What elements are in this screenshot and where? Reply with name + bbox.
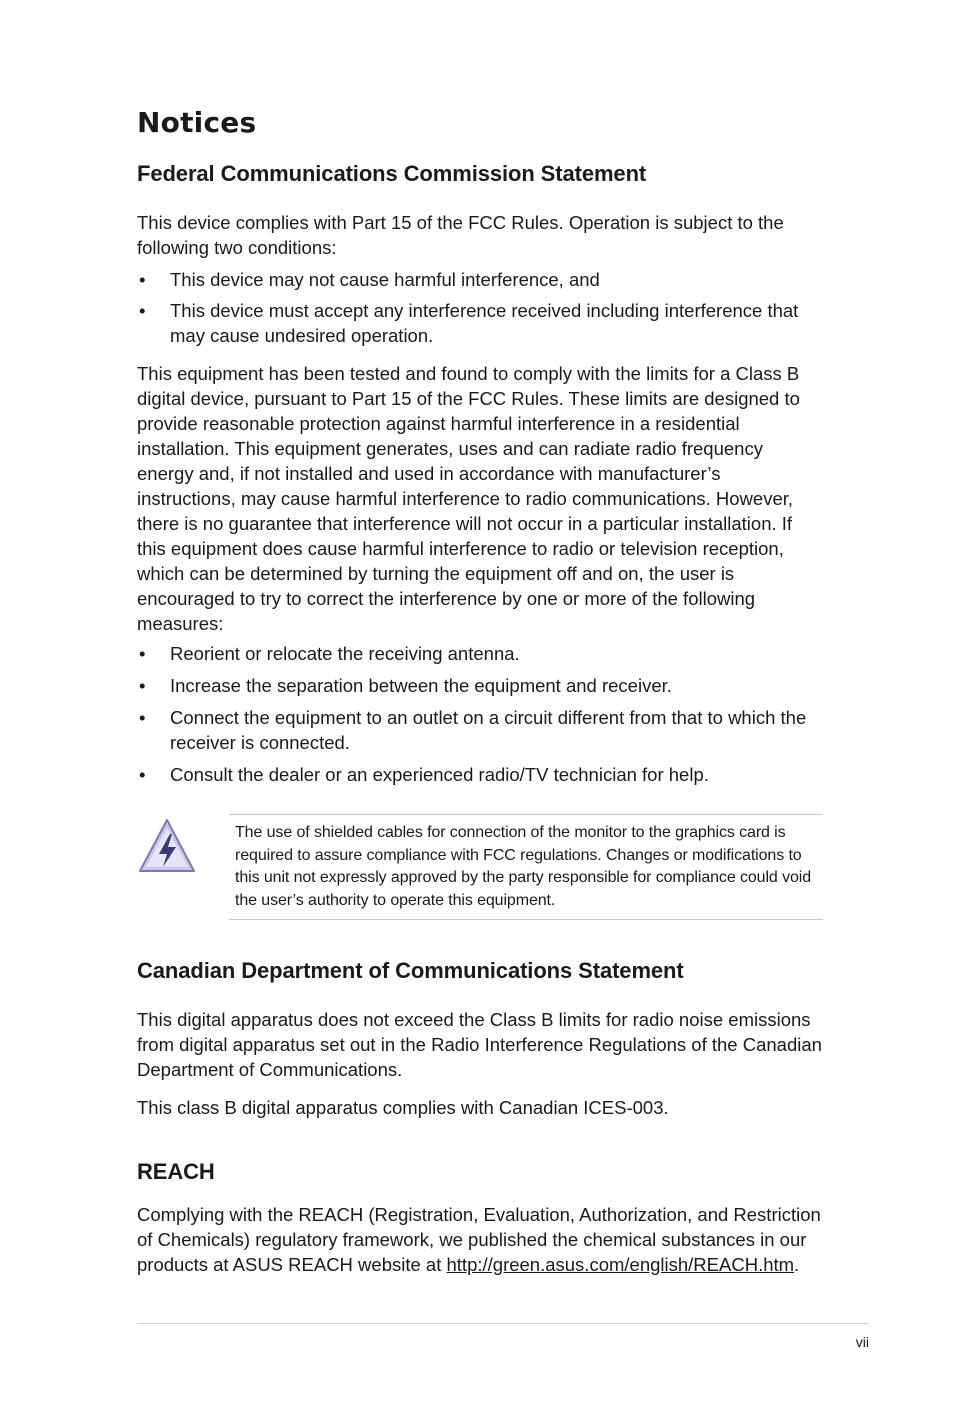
- page-title: Notices: [137, 106, 257, 139]
- canada-paragraph-2: This class B digital apparatus complies with Canadian ICES-003.: [137, 1097, 669, 1118]
- list-item: • Consult the dealer or an experienced radio/TV technician for help.: [137, 762, 827, 787]
- canada-paragraph-1: This digital apparatus does not exceed the Class B limits for radio noise emissions from digital apparatus set out in the Radio Interference Regulations of the Canadian Department of Communications.: [137, 1009, 822, 1080]
- reach-end: .: [794, 1254, 800, 1275]
- reach-text: Complying with the REACH (Registration, Evaluation, Authorization, and Restriction of Chemicals) regulatory framework, we published the chemical substances in our products at ASUS REACH website at: [137, 1204, 821, 1275]
- list-item: • Reorient or relocate the receiving antenna.: [137, 641, 827, 666]
- fcc-note-text: The use of shielded cables for connection of the monitor to the graphics card is required to assure compliance with FCC regulations. Changes or modifications to this unit not expressly approved by the party responsible for compliance could void the user’s authority to operate this equipment.: [235, 824, 812, 909]
- canada-heading: Canadian Department of Communications Statement: [137, 958, 684, 983]
- fcc-intro: This device complies with Part 15 of the FCC Rules. Operation is subject to the following two conditions:: [137, 212, 784, 258]
- list-item: • Connect the equipment to an outlet on a circuit different from that to which the receiver is connected.: [137, 705, 827, 755]
- page-number: vii: [855, 1334, 869, 1350]
- reach-link[interactable]: http://green.asus.com/english/REACH.htm: [446, 1254, 795, 1275]
- reach-paragraph: [137, 1202, 827, 1277]
- reach-heading: REACH: [137, 1159, 215, 1184]
- warning-icon: [137, 817, 197, 877]
- list-item: • This device must accept any interference received including interference that may cause undesired operation.: [137, 298, 827, 348]
- footer-divider: [137, 1323, 869, 1324]
- list-item: • Increase the separation between the equipment and receiver.: [137, 673, 827, 698]
- fcc-note: [229, 814, 823, 920]
- fcc-measures-list: [137, 641, 827, 787]
- fcc-body: This equipment has been tested and found to comply with the limits for a Class B digital device, pursuant to Part 15 of the FCC Rules. These limits are designed to provide reasonable protection against harmful interference in a residential installation. This equipment generates, uses and can radiate radio frequency energy and, if not installed and used in accordance with manufacturer’s instructions, may cause harmful interference to radio communications. However, there is no guarantee that interference will not occur in a particular installation. If this equipment does cause harmful interference to radio or television reception, which can be determined by turning the equipment off and on, the user is encouraged to try to correct the interference by one or more of the following measures:: [137, 363, 800, 634]
- list-item: • This device may not cause harmful interference, and: [137, 267, 827, 292]
- fcc-heading: Federal Communications Commission Statement: [137, 161, 647, 186]
- fcc-conditions-list: [137, 267, 827, 348]
